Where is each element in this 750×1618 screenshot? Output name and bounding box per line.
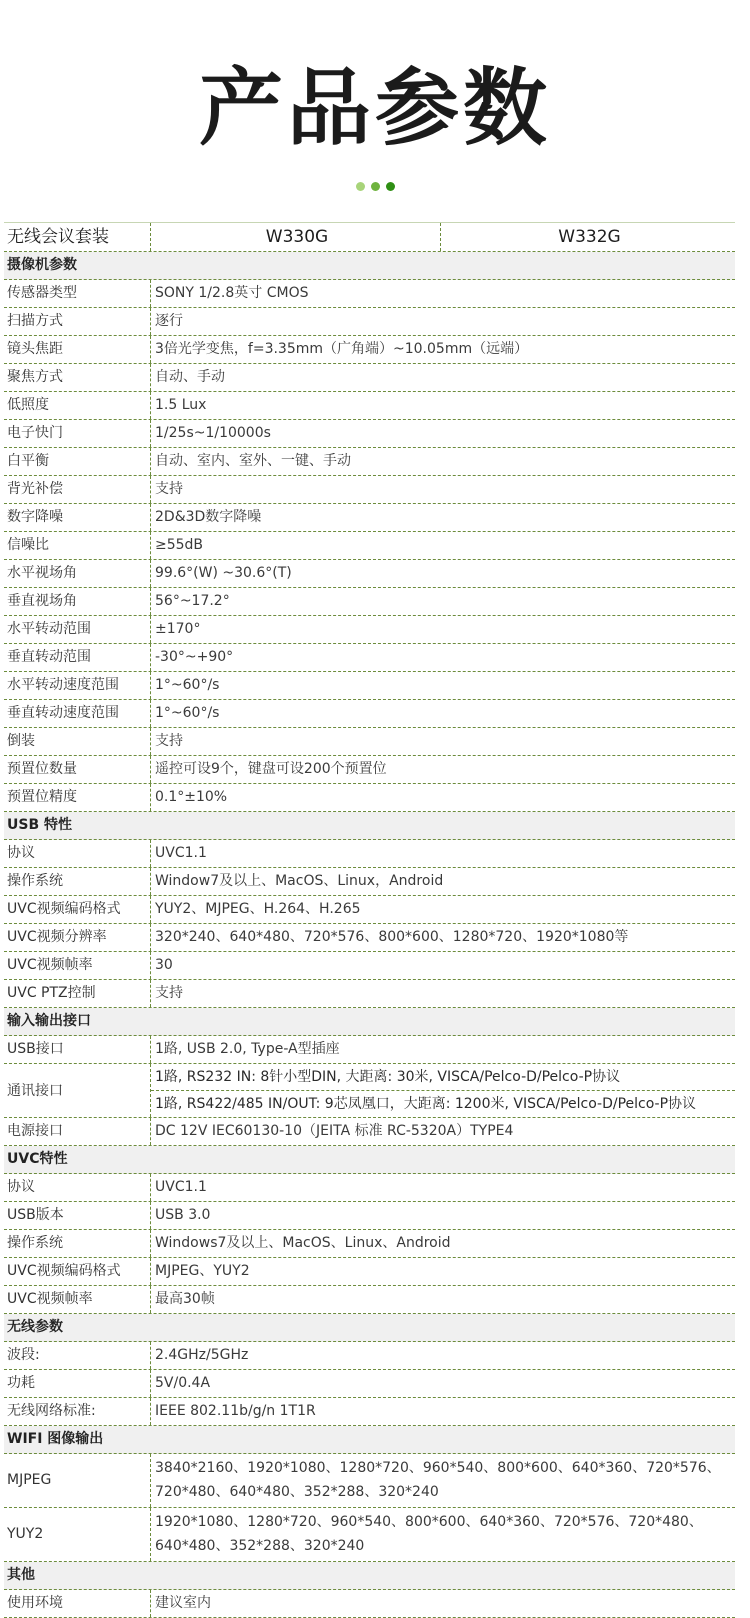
spec-value: 遥控可设9个，键盘可设200个预置位 (155, 761, 387, 777)
title-decoration-dots (0, 176, 750, 186)
spec-row (4, 840, 735, 868)
spec-value: 1路, RS422/485 IN/OUT: 9芯凤凰口，大距离: 1200米, VISCA/Pelco-D/Pelco-P协议 (155, 1096, 697, 1112)
spec-value: -30°~+90° (155, 649, 234, 665)
spec-row (4, 756, 735, 784)
spec-value: DC 12V IEC60130-10（JEITA 标准 RC-5320A）TYPE4 (155, 1123, 514, 1139)
dot-medium (371, 182, 380, 191)
spec-value: 1路, RS232 IN: 8针小型DIN, 大距离: 30米, VISCA/Pelco-D/Pelco-P协议 (151, 1064, 735, 1091)
spec-row (4, 616, 735, 644)
spec-value: 320*240、640*480、720*576、800*600、1280*720、1920*1080等 (155, 929, 629, 945)
model-w330g: W330G (151, 223, 441, 251)
product-line-label: 无线会议套装 (4, 223, 151, 251)
spec-value: Windows7及以上、MacOS、Linux、Android (155, 1235, 451, 1251)
spec-row (4, 952, 735, 980)
spec-label: USB版本 (4, 1202, 151, 1229)
spec-row (4, 1174, 735, 1202)
spec-row (4, 532, 735, 560)
spec-label: 聚焦方式 (4, 364, 151, 391)
section-title: 无线参数 (7, 1319, 63, 1335)
model-w332g: W332G (558, 227, 621, 247)
spec-row (4, 364, 735, 392)
spec-row (4, 868, 735, 896)
section-title: 摄像机参数 (7, 257, 77, 273)
page-title: 产品参数 (198, 59, 551, 157)
spec-row (4, 700, 735, 728)
spec-label: MJPEG (4, 1454, 151, 1507)
spec-value: ±170° (155, 621, 201, 637)
spec-label: 白平衡 (4, 448, 151, 475)
spec-value: USB 3.0 (155, 1207, 211, 1223)
spec-label: 波段: (4, 1342, 151, 1369)
spec-row (4, 896, 735, 924)
spec-row (4, 476, 735, 504)
spec-row (4, 1202, 735, 1230)
spec-label: UVC视频帧率 (4, 1286, 151, 1313)
spec-row (4, 1258, 735, 1286)
spec-label: UVC视频编码格式 (4, 1258, 151, 1285)
spec-label: 电子快门 (4, 420, 151, 447)
spec-table (4, 222, 735, 1618)
spec-label: UVC视频分辨率 (4, 924, 151, 951)
spec-label: 背光补偿 (4, 476, 151, 503)
spec-row (4, 392, 735, 420)
spec-value: UVC1.1 (155, 845, 207, 861)
section-title: WIFI 图像输出 (7, 1431, 104, 1447)
spec-value: 支持 (155, 733, 183, 749)
dot-light (356, 182, 365, 191)
section-uvc (4, 1146, 735, 1174)
spec-row (4, 1036, 735, 1064)
spec-row (4, 644, 735, 672)
spec-row-mjpeg (4, 1454, 735, 1508)
section-title: USB 特性 (7, 817, 72, 833)
spec-label: 低照度 (4, 392, 151, 419)
spec-label: 预置位精度 (4, 784, 151, 811)
section-wireless (4, 1314, 735, 1342)
spec-row (4, 588, 735, 616)
spec-label: 通讯接口 (4, 1064, 151, 1117)
spec-value: 1路, USB 2.0, Type-A型插座 (155, 1041, 340, 1057)
spec-label: 扫描方式 (4, 308, 151, 335)
spec-label: 操作系统 (4, 868, 151, 895)
spec-row (4, 560, 735, 588)
spec-row (4, 1286, 735, 1314)
spec-label: 水平转动范围 (4, 616, 151, 643)
spec-row (4, 504, 735, 532)
spec-row (4, 1342, 735, 1370)
camera-rows (4, 280, 735, 812)
spec-label: 倒装 (4, 728, 151, 755)
spec-row (4, 308, 735, 336)
spec-value: IEEE 802.11b/g/n 1T1R (155, 1403, 316, 1419)
spec-row (4, 280, 735, 308)
spec-label: 传感器类型 (4, 280, 151, 307)
section-usb (4, 812, 735, 840)
spec-label: 操作系统 (4, 1230, 151, 1257)
spec-value: 56°~17.2° (155, 593, 230, 609)
spec-row-comm (4, 1064, 735, 1118)
spec-row (4, 672, 735, 700)
spec-row (4, 420, 735, 448)
spec-value: 最高30帧 (155, 1291, 215, 1307)
spec-row (4, 728, 735, 756)
spec-value: 自动、室内、室外、一键、手动 (155, 453, 351, 469)
spec-row (4, 1398, 735, 1426)
spec-value: 1.5 Lux (155, 397, 207, 413)
spec-row (4, 784, 735, 812)
spec-label: USB接口 (4, 1036, 151, 1063)
spec-value: 1°~60°/s (155, 705, 220, 721)
spec-label: YUY2 (4, 1508, 151, 1561)
section-camera (4, 252, 735, 280)
spec-label: UVC PTZ控制 (4, 980, 151, 1007)
spec-label: 功耗 (4, 1370, 151, 1397)
spec-row (4, 448, 735, 476)
table-header-row (4, 223, 735, 252)
section-title: 其他 (7, 1567, 35, 1583)
spec-value: YUY2、MJPEG、H.264、H.265 (155, 901, 361, 917)
spec-label: 预置位数量 (4, 756, 151, 783)
spec-value: 2.4GHz/5GHz (155, 1347, 249, 1363)
spec-label: 镜头焦距 (4, 336, 151, 363)
dot-dark (386, 182, 395, 191)
section-title: UVC特性 (7, 1151, 68, 1167)
spec-label: 垂直转动范围 (4, 644, 151, 671)
section-io (4, 1008, 735, 1036)
spec-value: SONY 1/2.8英寸 CMOS (155, 285, 309, 301)
spec-label: 数字降噪 (4, 504, 151, 531)
spec-label: 水平视场角 (4, 560, 151, 587)
spec-row (4, 924, 735, 952)
spec-row (4, 980, 735, 1008)
spec-value: 逐行 (155, 313, 183, 329)
spec-value: 支持 (155, 481, 183, 497)
spec-row-yuy2 (4, 1508, 735, 1562)
spec-value: UVC1.1 (155, 1179, 207, 1195)
spec-value: 5V/0.4A (155, 1375, 211, 1391)
spec-label: 协议 (4, 1174, 151, 1201)
spec-label: 信噪比 (4, 532, 151, 559)
spec-row (4, 1230, 735, 1258)
spec-value: 自动、手动 (155, 369, 225, 385)
spec-value: 1920*1080、1280*720、960*540、800*600、640*360、720*576、720*480、640*480、352*288、320*240 (155, 1514, 703, 1554)
spec-label: 使用环境 (4, 1590, 151, 1617)
spec-value: 3840*2160、1920*1080、1280*720、960*540、800*600、640*360、720*576、720*480、640*480、352*288、320*240 (155, 1460, 721, 1500)
spec-value: Window7及以上、MacOS、Linux，Android (155, 873, 444, 889)
spec-value: 99.6°(W) ~30.6°(T) (155, 565, 292, 581)
spec-value: 1/25s~1/10000s (155, 425, 271, 441)
spec-label: 电源接口 (4, 1118, 151, 1145)
spec-value: 1°~60°/s (155, 677, 220, 693)
spec-value: 建议室内 (155, 1595, 211, 1611)
spec-values (151, 1064, 735, 1117)
spec-row (4, 1370, 735, 1398)
spec-row (4, 336, 735, 364)
spec-value: MJPEG、YUY2 (155, 1263, 250, 1279)
spec-label: 协议 (4, 840, 151, 867)
spec-value: 支持 (155, 985, 183, 1001)
spec-value: ≥55dB (155, 537, 204, 553)
section-wifi-output (4, 1426, 735, 1454)
spec-label: UVC视频编码格式 (4, 896, 151, 923)
spec-value: 0.1°±10% (155, 789, 228, 805)
spec-label: UVC视频帧率 (4, 952, 151, 979)
spec-value: 30 (155, 957, 173, 973)
spec-label: 垂直转动速度范围 (4, 700, 151, 727)
spec-label: 无线网络标准: (4, 1398, 151, 1425)
spec-value: 3倍光学变焦，f=3.35mm（广角端）~10.05mm（远端） (155, 341, 529, 357)
section-title: 输入输出接口 (7, 1013, 91, 1029)
spec-row (4, 1118, 735, 1146)
spec-value: 2D&3D数字降噪 (155, 509, 262, 525)
spec-row (4, 1590, 735, 1618)
spec-label: 水平转动速度范围 (4, 672, 151, 699)
spec-label: 垂直视场角 (4, 588, 151, 615)
section-other (4, 1562, 735, 1590)
